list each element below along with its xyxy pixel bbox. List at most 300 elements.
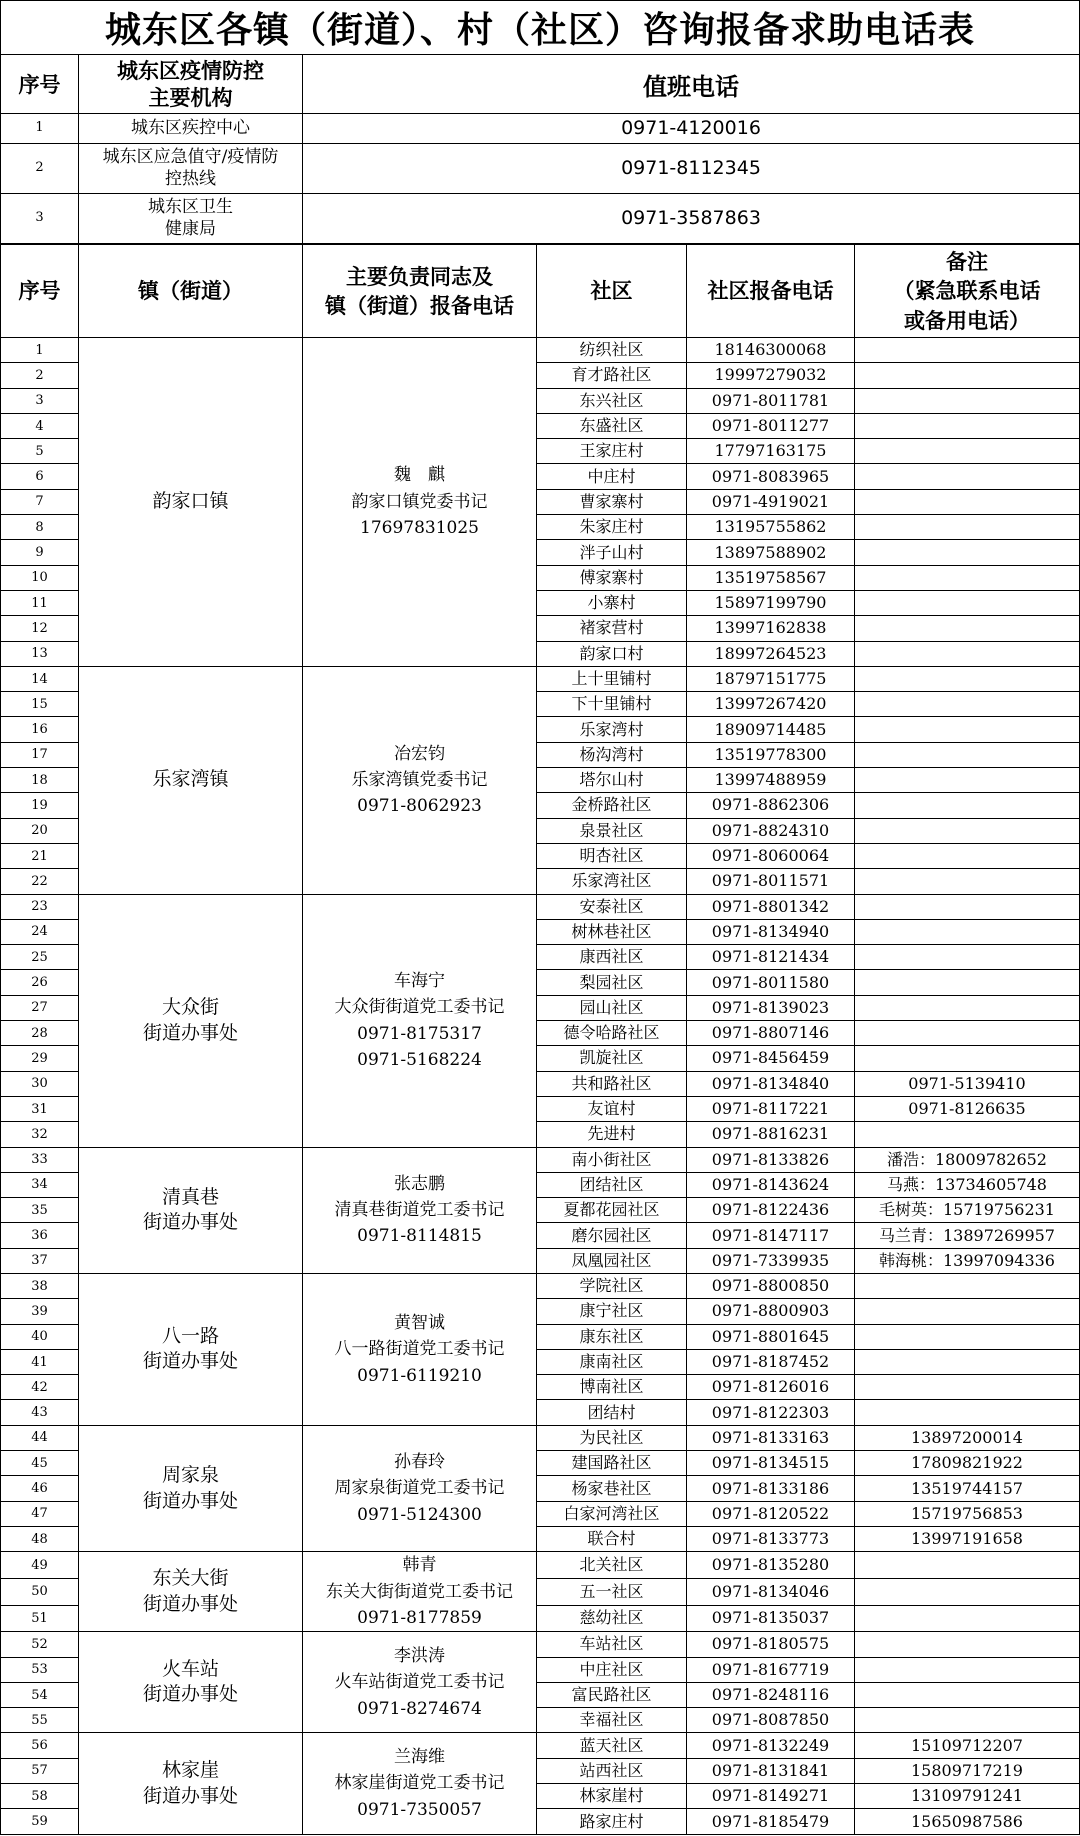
backup-phone bbox=[855, 363, 1080, 388]
community-name: 路家庄村 bbox=[537, 1809, 687, 1834]
community-name: 为民社区 bbox=[537, 1425, 687, 1450]
town-name-line: 街道办事处 bbox=[142, 1211, 238, 1234]
community-name: 康南社区 bbox=[537, 1349, 687, 1374]
town-name-line: 街道办事处 bbox=[142, 1683, 238, 1706]
header-notes bbox=[855, 245, 1080, 338]
leader-phone: 0971-6119210 bbox=[357, 1365, 482, 1386]
community-phone: 13519778300 bbox=[687, 742, 855, 767]
community-phone: 18146300068 bbox=[687, 338, 855, 363]
table-row bbox=[1, 1733, 1080, 1758]
leader-name: 李洪涛 bbox=[394, 1645, 445, 1666]
row-seq: 23 bbox=[1, 894, 79, 919]
community-name: 杨沟湾村 bbox=[537, 742, 687, 767]
community-name: 褚家营村 bbox=[537, 616, 687, 641]
row-seq: 52 bbox=[1, 1632, 79, 1657]
town-name-line: 林家崖 bbox=[161, 1758, 219, 1781]
leader-title: 大众街街道党工委书记 bbox=[334, 997, 505, 1018]
community-phone: 0971-8801342 bbox=[687, 894, 855, 919]
town-name-line: 街道办事处 bbox=[142, 1784, 238, 1807]
community-name: 夏都花园社区 bbox=[537, 1198, 687, 1223]
row-seq: 16 bbox=[1, 717, 79, 742]
header-notes-line1: 备注 bbox=[946, 248, 988, 274]
row-seq: 35 bbox=[1, 1198, 79, 1223]
community-name: 下十里铺村 bbox=[537, 692, 687, 717]
leader-name: 孙春玲 bbox=[394, 1451, 445, 1472]
row-seq: 4 bbox=[1, 413, 79, 438]
community-phone: 0971-8248116 bbox=[687, 1682, 855, 1707]
community-table-header bbox=[1, 245, 1080, 338]
town-name-line: 东关大街 bbox=[152, 1567, 229, 1590]
table-row bbox=[1, 1425, 1080, 1450]
town-name-line: 乐家湾镇 bbox=[152, 768, 229, 791]
agency-name-line2: 控热线 bbox=[165, 168, 216, 189]
town-name bbox=[79, 338, 303, 667]
agency-phone: 0971-4120016 bbox=[303, 114, 1080, 144]
backup-phone: 13519744157 bbox=[855, 1476, 1080, 1501]
leader-phone: 0971-8114815 bbox=[357, 1226, 482, 1247]
page-title: 城东区各镇（街道）、村（社区）咨询报备求助电话表 bbox=[0, 0, 1080, 54]
agency-row bbox=[1, 144, 1080, 194]
row-seq: 22 bbox=[1, 869, 79, 894]
backup-phone: 15109712207 bbox=[855, 1733, 1080, 1758]
leader-name: 黄智诚 bbox=[394, 1312, 445, 1333]
community-phone: 0971-4919021 bbox=[687, 489, 855, 514]
backup-phone bbox=[855, 818, 1080, 843]
leader-title: 八一路街道党工委书记 bbox=[334, 1339, 505, 1360]
leader-info bbox=[303, 666, 537, 894]
row-seq: 26 bbox=[1, 970, 79, 995]
community-name: 德令哈路社区 bbox=[537, 1021, 687, 1046]
community-name: 乐家湾社区 bbox=[537, 869, 687, 894]
community-phone: 0971-8131841 bbox=[687, 1758, 855, 1783]
town-name-line: 清真巷 bbox=[161, 1185, 219, 1208]
community-name: 南小街社区 bbox=[537, 1147, 687, 1172]
leader-phone: 0971-8274674 bbox=[357, 1698, 482, 1719]
backup-phone bbox=[855, 616, 1080, 641]
agency-row bbox=[1, 114, 1080, 144]
table-row bbox=[1, 1632, 1080, 1657]
backup-phone bbox=[855, 1375, 1080, 1400]
row-seq: 39 bbox=[1, 1299, 79, 1324]
community-phone: 0971-8187452 bbox=[687, 1349, 855, 1374]
backup-phone bbox=[855, 692, 1080, 717]
agency-name bbox=[79, 194, 303, 244]
row-seq: 53 bbox=[1, 1657, 79, 1682]
row-seq: 20 bbox=[1, 818, 79, 843]
header-leader-line2: 镇（街道）报备电话 bbox=[325, 293, 514, 318]
leader-title: 乐家湾镇党委书记 bbox=[351, 770, 488, 791]
backup-phone bbox=[855, 1273, 1080, 1298]
backup-phone bbox=[855, 1708, 1080, 1733]
header-seq: 序号 bbox=[1, 55, 79, 114]
leader-title: 东关大街街道党工委书记 bbox=[326, 1581, 513, 1602]
backup-phone bbox=[855, 1682, 1080, 1707]
row-seq: 2 bbox=[1, 363, 79, 388]
backup-phone bbox=[855, 1349, 1080, 1374]
row-seq: 44 bbox=[1, 1425, 79, 1450]
town-name bbox=[79, 1425, 303, 1551]
backup-phone: 毛树英：15719756231 bbox=[855, 1198, 1080, 1223]
community-name: 中庄社区 bbox=[537, 1657, 687, 1682]
backup-phone bbox=[855, 919, 1080, 944]
community-name: 幸福社区 bbox=[537, 1708, 687, 1733]
community-name: 博南社区 bbox=[537, 1375, 687, 1400]
row-seq: 11 bbox=[1, 590, 79, 615]
row-seq: 43 bbox=[1, 1400, 79, 1425]
backup-phone bbox=[855, 742, 1080, 767]
community-name: 傅家寨村 bbox=[537, 565, 687, 590]
community-phone: 0971-8134515 bbox=[687, 1451, 855, 1476]
row-seq: 12 bbox=[1, 616, 79, 641]
town-name-line: 街道办事处 bbox=[142, 1021, 238, 1044]
backup-phone: 15650987586 bbox=[855, 1809, 1080, 1834]
community-name: 小寨村 bbox=[537, 590, 687, 615]
backup-phone bbox=[855, 388, 1080, 413]
community-name: 蓝天社区 bbox=[537, 1733, 687, 1758]
row-seq: 28 bbox=[1, 1021, 79, 1046]
community-phone: 0971-8060064 bbox=[687, 843, 855, 868]
leader-title: 清真巷街道党工委书记 bbox=[334, 1200, 505, 1221]
header-org bbox=[79, 55, 303, 114]
agency-name-line2: 健康局 bbox=[165, 218, 216, 239]
community-phone: 0971-8011580 bbox=[687, 970, 855, 995]
community-name: 北关社区 bbox=[537, 1552, 687, 1579]
leader-title: 火车站街道党工委书记 bbox=[334, 1672, 505, 1693]
backup-phone bbox=[855, 945, 1080, 970]
community-name: 慈幼社区 bbox=[537, 1605, 687, 1632]
backup-phone: 0971-8126635 bbox=[855, 1096, 1080, 1121]
town-name-line: 街道办事处 bbox=[142, 1592, 238, 1615]
community-phone: 0971-8134840 bbox=[687, 1071, 855, 1096]
backup-phone bbox=[855, 1605, 1080, 1632]
community-phone: 0971-8139023 bbox=[687, 995, 855, 1020]
community-phone: 0971-8800903 bbox=[687, 1299, 855, 1324]
row-seq: 9 bbox=[1, 540, 79, 565]
agency-seq: 2 bbox=[1, 144, 79, 194]
community-name: 富民路社区 bbox=[537, 1682, 687, 1707]
table-row bbox=[1, 894, 1080, 919]
row-seq: 45 bbox=[1, 1451, 79, 1476]
row-seq: 50 bbox=[1, 1578, 79, 1605]
row-seq: 25 bbox=[1, 945, 79, 970]
community-name: 东兴社区 bbox=[537, 388, 687, 413]
leader-info bbox=[303, 1733, 537, 1834]
row-seq: 48 bbox=[1, 1526, 79, 1551]
community-name: 朱家庄村 bbox=[537, 515, 687, 540]
community-phone: 0971-8117221 bbox=[687, 1096, 855, 1121]
community-phone: 13997488959 bbox=[687, 768, 855, 793]
community-name: 站西社区 bbox=[537, 1758, 687, 1783]
row-seq: 1 bbox=[1, 338, 79, 363]
backup-phone bbox=[855, 869, 1080, 894]
community-name: 明杏社区 bbox=[537, 843, 687, 868]
header-leader-line1: 主要负责同志及 bbox=[346, 263, 493, 289]
backup-phone bbox=[855, 439, 1080, 464]
backup-phone bbox=[855, 1021, 1080, 1046]
community-phone: 0971-8135037 bbox=[687, 1605, 855, 1632]
leader-info bbox=[303, 1425, 537, 1551]
community-phone: 0971-8133186 bbox=[687, 1476, 855, 1501]
table-row bbox=[1, 666, 1080, 691]
backup-phone bbox=[855, 894, 1080, 919]
backup-phone bbox=[855, 515, 1080, 540]
backup-phone: 13897200014 bbox=[855, 1425, 1080, 1450]
town-name-line: 街道办事处 bbox=[142, 1489, 238, 1512]
backup-phone bbox=[855, 1046, 1080, 1071]
community-phone: 0971-8149271 bbox=[687, 1784, 855, 1809]
town-name bbox=[79, 1632, 303, 1733]
backup-phone bbox=[855, 540, 1080, 565]
community-name: 康东社区 bbox=[537, 1324, 687, 1349]
community-phone: 18997264523 bbox=[687, 641, 855, 666]
community-phone: 0971-8011571 bbox=[687, 869, 855, 894]
community-name: 林家崖村 bbox=[537, 1784, 687, 1809]
agency-table-header bbox=[1, 55, 1080, 114]
backup-phone: 马燕：13734605748 bbox=[855, 1172, 1080, 1197]
header-community-phone: 社区报备电话 bbox=[687, 245, 855, 338]
backup-phone: 马兰青：13897269957 bbox=[855, 1223, 1080, 1248]
community-phone: 0971-8083965 bbox=[687, 464, 855, 489]
row-seq: 41 bbox=[1, 1349, 79, 1374]
row-seq: 30 bbox=[1, 1071, 79, 1096]
row-seq: 10 bbox=[1, 565, 79, 590]
leader-name: 冶宏钧 bbox=[394, 743, 445, 764]
row-seq: 29 bbox=[1, 1046, 79, 1071]
header-notes-line3: 或备用电话） bbox=[904, 307, 1030, 333]
community-name: 树林巷社区 bbox=[537, 919, 687, 944]
row-seq: 42 bbox=[1, 1375, 79, 1400]
row-seq: 40 bbox=[1, 1324, 79, 1349]
leader-info bbox=[303, 1147, 537, 1273]
community-name: 梨园社区 bbox=[537, 970, 687, 995]
backup-phone: 潘浩：18009782652 bbox=[855, 1147, 1080, 1172]
backup-phone bbox=[855, 1632, 1080, 1657]
community-name: 学院社区 bbox=[537, 1273, 687, 1298]
town-name-line: 大众街 bbox=[161, 995, 219, 1018]
backup-phone bbox=[855, 1400, 1080, 1425]
backup-phone bbox=[855, 666, 1080, 691]
community-phone: 0971-8185479 bbox=[687, 1809, 855, 1834]
backup-phone bbox=[855, 995, 1080, 1020]
community-phone: 0971-8133826 bbox=[687, 1147, 855, 1172]
backup-phone bbox=[855, 590, 1080, 615]
table-row bbox=[1, 1273, 1080, 1298]
row-seq: 19 bbox=[1, 793, 79, 818]
community-name: 康西社区 bbox=[537, 945, 687, 970]
community-phone: 0971-8824310 bbox=[687, 818, 855, 843]
community-phone: 0971-8133773 bbox=[687, 1526, 855, 1551]
community-phone: 13195755862 bbox=[687, 515, 855, 540]
row-seq: 47 bbox=[1, 1501, 79, 1526]
row-seq: 33 bbox=[1, 1147, 79, 1172]
community-phone: 13897588902 bbox=[687, 540, 855, 565]
leader-info bbox=[303, 1273, 537, 1425]
leader-title: 周家泉街道党工委书记 bbox=[334, 1478, 505, 1499]
backup-phone bbox=[855, 768, 1080, 793]
community-name: 中庄村 bbox=[537, 464, 687, 489]
table-row bbox=[1, 1147, 1080, 1172]
backup-phone bbox=[855, 1552, 1080, 1579]
town-name bbox=[79, 894, 303, 1147]
community-name: 团结社区 bbox=[537, 1172, 687, 1197]
leader-info bbox=[303, 1632, 537, 1733]
row-seq: 27 bbox=[1, 995, 79, 1020]
row-seq: 57 bbox=[1, 1758, 79, 1783]
leader-name: 车海宁 bbox=[394, 970, 445, 991]
row-seq: 15 bbox=[1, 692, 79, 717]
header-org-line2: 主要机构 bbox=[148, 85, 233, 110]
row-seq: 21 bbox=[1, 843, 79, 868]
town-name bbox=[79, 1273, 303, 1425]
community-phone: 13519758567 bbox=[687, 565, 855, 590]
header-org-line1: 城东区疫情防控 bbox=[117, 57, 264, 83]
leader-name: 兰海维 bbox=[394, 1747, 445, 1768]
town-name-line: 八一路 bbox=[161, 1324, 219, 1347]
backup-phone bbox=[855, 717, 1080, 742]
backup-phone bbox=[855, 970, 1080, 995]
community-phone: 0971-8134046 bbox=[687, 1578, 855, 1605]
leader-phone: 0971-7350057 bbox=[357, 1799, 482, 1820]
leader-phone: 0971-5124300 bbox=[357, 1504, 482, 1525]
community-name: 园山社区 bbox=[537, 995, 687, 1020]
town-name bbox=[79, 1733, 303, 1834]
town-name-line: 街道办事处 bbox=[142, 1350, 238, 1373]
town-name bbox=[79, 1147, 303, 1273]
row-seq: 36 bbox=[1, 1223, 79, 1248]
community-phone: 0971-8120522 bbox=[687, 1501, 855, 1526]
community-phone: 0971-8816231 bbox=[687, 1122, 855, 1147]
row-seq: 6 bbox=[1, 464, 79, 489]
community-phone: 0971-8132249 bbox=[687, 1733, 855, 1758]
community-name: 泮子山村 bbox=[537, 540, 687, 565]
agency-phone: 0971-3587863 bbox=[303, 194, 1080, 244]
community-phone: 0971-8135280 bbox=[687, 1552, 855, 1579]
community-phone: 0971-8011781 bbox=[687, 388, 855, 413]
backup-phone bbox=[855, 793, 1080, 818]
backup-phone bbox=[855, 565, 1080, 590]
community-phone: 0971-8121434 bbox=[687, 945, 855, 970]
town-name bbox=[79, 666, 303, 894]
row-seq: 13 bbox=[1, 641, 79, 666]
community-name: 五一社区 bbox=[537, 1578, 687, 1605]
community-name: 凤凰园社区 bbox=[537, 1248, 687, 1273]
community-phone: 0971-8167719 bbox=[687, 1657, 855, 1682]
backup-phone: 0971-5139410 bbox=[855, 1071, 1080, 1096]
backup-phone bbox=[855, 641, 1080, 666]
community-name: 团结村 bbox=[537, 1400, 687, 1425]
community-name: 乐家湾村 bbox=[537, 717, 687, 742]
community-phone: 0971-8134940 bbox=[687, 919, 855, 944]
row-seq: 3 bbox=[1, 388, 79, 413]
backup-phone bbox=[855, 1657, 1080, 1682]
backup-phone bbox=[855, 843, 1080, 868]
community-name: 纺织社区 bbox=[537, 338, 687, 363]
row-seq: 14 bbox=[1, 666, 79, 691]
community-phone: 0971-8133163 bbox=[687, 1425, 855, 1450]
agency-name-line1: 城东区卫生 bbox=[148, 197, 233, 218]
community-name: 车站社区 bbox=[537, 1632, 687, 1657]
community-phone: 0971-8800850 bbox=[687, 1273, 855, 1298]
leader-info bbox=[303, 894, 537, 1147]
backup-phone bbox=[855, 1324, 1080, 1349]
row-seq: 37 bbox=[1, 1248, 79, 1273]
row-seq: 55 bbox=[1, 1708, 79, 1733]
community-name: 建国路社区 bbox=[537, 1451, 687, 1476]
community-phone: 0971-7339935 bbox=[687, 1248, 855, 1273]
row-seq: 24 bbox=[1, 919, 79, 944]
community-name: 曹家寨村 bbox=[537, 489, 687, 514]
community-phone: 19997279032 bbox=[687, 363, 855, 388]
leader-info bbox=[303, 1552, 537, 1632]
community-name: 安泰社区 bbox=[537, 894, 687, 919]
community-name: 上十里铺村 bbox=[537, 666, 687, 691]
community-name: 东盛社区 bbox=[537, 413, 687, 438]
row-seq: 5 bbox=[1, 439, 79, 464]
leader-name: 魏 麒 bbox=[394, 465, 445, 486]
row-seq: 17 bbox=[1, 742, 79, 767]
community-phone-table bbox=[0, 244, 1080, 1835]
community-phone: 13997162838 bbox=[687, 616, 855, 641]
row-seq: 51 bbox=[1, 1605, 79, 1632]
community-table-body bbox=[1, 338, 1080, 1835]
backup-phone: 15719756853 bbox=[855, 1501, 1080, 1526]
leader-phone: 0971-5168224 bbox=[357, 1049, 482, 1070]
agency-name-line1: 城东区应急值守/疫情防 bbox=[102, 147, 279, 168]
community-name: 共和路社区 bbox=[537, 1071, 687, 1096]
row-seq: 38 bbox=[1, 1273, 79, 1298]
community-name: 金桥路社区 bbox=[537, 793, 687, 818]
community-phone: 0971-8801645 bbox=[687, 1324, 855, 1349]
row-seq: 32 bbox=[1, 1122, 79, 1147]
community-phone: 15897199790 bbox=[687, 590, 855, 615]
header-notes-line2: （紧急联系电话 bbox=[893, 278, 1041, 304]
community-phone: 0971-8143624 bbox=[687, 1172, 855, 1197]
community-name: 王家庄村 bbox=[537, 439, 687, 464]
community-name: 康宁社区 bbox=[537, 1299, 687, 1324]
community-phone: 13997267420 bbox=[687, 692, 855, 717]
community-name: 先进村 bbox=[537, 1122, 687, 1147]
leader-title: 林家崖街道党工委书记 bbox=[334, 1773, 505, 1794]
community-name: 塔尔山村 bbox=[537, 768, 687, 793]
community-name: 泉景社区 bbox=[537, 818, 687, 843]
row-seq: 7 bbox=[1, 489, 79, 514]
row-seq: 8 bbox=[1, 515, 79, 540]
community-name: 凯旋社区 bbox=[537, 1046, 687, 1071]
leader-info bbox=[303, 338, 537, 667]
backup-phone: 17809821922 bbox=[855, 1451, 1080, 1476]
row-seq: 59 bbox=[1, 1809, 79, 1834]
table-row bbox=[1, 338, 1080, 363]
community-phone: 0971-8122436 bbox=[687, 1198, 855, 1223]
row-seq: 49 bbox=[1, 1552, 79, 1579]
row-seq: 58 bbox=[1, 1784, 79, 1809]
community-phone: 18909714485 bbox=[687, 717, 855, 742]
backup-phone: 13109791241 bbox=[855, 1784, 1080, 1809]
leader-name: 张志鹏 bbox=[394, 1173, 445, 1194]
leader-phone: 0971-8177859 bbox=[357, 1607, 482, 1628]
community-phone: 0971-8147117 bbox=[687, 1223, 855, 1248]
community-phone: 0971-8122303 bbox=[687, 1400, 855, 1425]
leader-phone: 0971-8175317 bbox=[357, 1023, 482, 1044]
row-seq: 34 bbox=[1, 1172, 79, 1197]
header-leader bbox=[303, 245, 537, 338]
community-name: 友谊村 bbox=[537, 1096, 687, 1121]
community-name: 磨尔园社区 bbox=[537, 1223, 687, 1248]
town-name bbox=[79, 1552, 303, 1632]
town-name-line: 火车站 bbox=[161, 1657, 219, 1680]
community-phone: 0971-8087850 bbox=[687, 1708, 855, 1733]
town-name-line: 周家泉 bbox=[161, 1463, 219, 1486]
